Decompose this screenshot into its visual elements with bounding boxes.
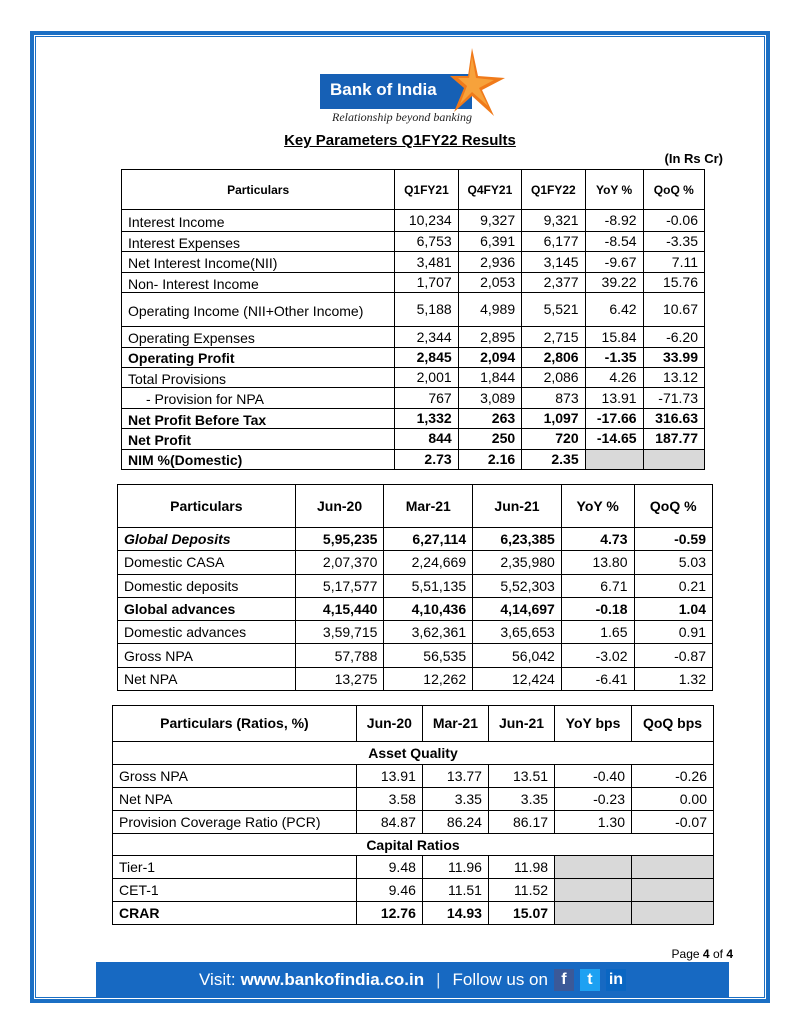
table-row — [122, 429, 705, 449]
table-cell: 86.17 — [488, 810, 554, 833]
table-cell: 6.42 — [585, 293, 643, 327]
table-cell: -17.66 — [585, 408, 643, 428]
table-cell: 1,844 — [458, 367, 521, 387]
table-cell: 33.99 — [643, 347, 704, 367]
table-cell: 4.26 — [585, 367, 643, 387]
section-heading: Capital Ratios — [113, 833, 714, 856]
table-cell: 12,262 — [384, 667, 473, 690]
row-label: Gross NPA — [113, 764, 357, 787]
linkedin-icon[interactable]: in — [606, 969, 626, 991]
table-row — [122, 272, 705, 292]
row-label: Net NPA — [113, 787, 357, 810]
table-cell: 6,27,114 — [384, 528, 473, 551]
results-table — [121, 169, 705, 470]
table-row — [122, 449, 705, 469]
table-cell: 2,845 — [395, 347, 458, 367]
twitter-icon[interactable]: t — [580, 969, 600, 991]
table-cell: 1.30 — [555, 810, 632, 833]
table-row — [122, 252, 705, 272]
table-cell: 6,391 — [458, 232, 521, 252]
table-cell: 5,51,135 — [384, 574, 473, 597]
bank-logo — [320, 46, 510, 124]
table-cell: 1,332 — [395, 408, 458, 428]
table-cell: 250 — [458, 429, 521, 449]
table-cell: 3,62,361 — [384, 621, 473, 644]
row-label: Domestic CASA — [118, 551, 296, 574]
table-cell: 5.03 — [634, 551, 713, 574]
table-cell: 3,481 — [395, 252, 458, 272]
table-row — [113, 879, 714, 902]
unit-label: (In Rs Cr) — [664, 151, 723, 166]
footer-follow: Follow us on — [452, 970, 548, 989]
table-row — [122, 293, 705, 327]
table-cell: 4,10,436 — [384, 597, 473, 620]
table-cell: 767 — [395, 388, 458, 408]
table-cell: -0.40 — [555, 764, 632, 787]
table-cell: 0.00 — [632, 787, 714, 810]
table-cell: 7.11 — [643, 252, 704, 272]
balance-table — [117, 484, 713, 691]
row-label: NIM %(Domestic) — [122, 449, 395, 469]
column-header: Particulars — [118, 485, 296, 528]
table-cell: 0.21 — [634, 574, 713, 597]
table-cell: -14.65 — [585, 429, 643, 449]
table-cell: 0.91 — [634, 621, 713, 644]
table-cell: 2,895 — [458, 327, 521, 347]
table-cell: 13.91 — [585, 388, 643, 408]
table-cell: 6,23,385 — [473, 528, 562, 551]
table-cell: 1.04 — [634, 597, 713, 620]
logo-name: Bank of India — [330, 80, 437, 99]
empty-cell — [632, 902, 714, 925]
column-header: QoQ % — [643, 170, 704, 210]
star-icon — [450, 46, 510, 116]
column-header: Jun-20 — [295, 485, 384, 528]
table-cell: 15.84 — [585, 327, 643, 347]
table-cell: 11.51 — [422, 879, 488, 902]
row-label: Domestic advances — [118, 621, 296, 644]
table-cell: 1,097 — [522, 408, 585, 428]
page-number: Page 4 of 4 — [671, 947, 733, 961]
row-label: Net NPA — [118, 667, 296, 690]
table-cell: -3.35 — [643, 232, 704, 252]
column-header: QoQ % — [634, 485, 713, 528]
row-label: Interest Expenses — [122, 232, 395, 252]
column-header: Q1FY21 — [395, 170, 458, 210]
table-cell: 11.96 — [422, 856, 488, 879]
table-cell: 2,35,980 — [473, 551, 562, 574]
row-label: Provision Coverage Ratio (PCR) — [113, 810, 357, 833]
column-header: Q4FY21 — [458, 170, 521, 210]
table-cell: -3.02 — [561, 644, 634, 667]
table-cell: 13.51 — [488, 764, 554, 787]
footer-url[interactable]: www.bankofindia.co.in — [240, 970, 425, 989]
table-row — [118, 621, 713, 644]
column-header: Mar-21 — [384, 485, 473, 528]
table-cell: 13.80 — [561, 551, 634, 574]
table-cell — [643, 449, 704, 469]
section-row — [113, 833, 714, 856]
table-cell: -6.41 — [561, 667, 634, 690]
row-label: Operating Expenses — [122, 327, 395, 347]
table-row — [118, 551, 713, 574]
table-row — [122, 232, 705, 252]
table-row — [113, 787, 714, 810]
table-cell: 4,989 — [458, 293, 521, 327]
table-cell: 2,936 — [458, 252, 521, 272]
table-cell: 263 — [458, 408, 521, 428]
table-cell: -0.23 — [555, 787, 632, 810]
empty-cell — [632, 879, 714, 902]
empty-cell — [632, 856, 714, 879]
table-cell: 39.22 — [585, 272, 643, 292]
footer-banner — [96, 962, 729, 998]
table-cell: 2.73 — [395, 449, 458, 469]
table-cell: -0.07 — [632, 810, 714, 833]
table-cell: 6.71 — [561, 574, 634, 597]
table-cell: -0.06 — [643, 210, 704, 232]
table-cell: 56,042 — [473, 644, 562, 667]
table-cell: -0.59 — [634, 528, 713, 551]
table-cell: 11.52 — [488, 879, 554, 902]
row-label: Operating Profit — [122, 347, 395, 367]
table-cell: 9.46 — [356, 879, 422, 902]
column-header: Particulars (Ratios, %) — [113, 706, 357, 742]
row-label: Operating Income (NII+Other Income) — [122, 293, 395, 327]
row-label: CET-1 — [113, 879, 357, 902]
table-cell: 3.35 — [422, 787, 488, 810]
table-cell: 9,321 — [522, 210, 585, 232]
table-cell: -0.18 — [561, 597, 634, 620]
ratios-table — [112, 705, 714, 925]
empty-cell — [555, 856, 632, 879]
table-cell: 1.65 — [561, 621, 634, 644]
column-header: YoY % — [585, 170, 643, 210]
table-cell: 844 — [395, 429, 458, 449]
row-label: Tier-1 — [113, 856, 357, 879]
table-cell: 14.93 — [422, 902, 488, 925]
table-row — [122, 408, 705, 428]
column-header: Jun-21 — [473, 485, 562, 528]
row-label: Total Provisions — [122, 367, 395, 387]
table-cell: 4,14,697 — [473, 597, 562, 620]
table-cell: 2,24,669 — [384, 551, 473, 574]
table-cell: 3.58 — [356, 787, 422, 810]
table-cell: 9,327 — [458, 210, 521, 232]
table-cell: 5,95,235 — [295, 528, 384, 551]
row-label: Net Profit — [122, 429, 395, 449]
column-header: Q1FY22 — [522, 170, 585, 210]
table-cell: 10,234 — [395, 210, 458, 232]
table-cell: 2,377 — [522, 272, 585, 292]
page-title: Key Parameters Q1FY22 Results — [284, 132, 516, 149]
table-cell: 3,145 — [522, 252, 585, 272]
table-row — [118, 644, 713, 667]
table-cell: 5,52,303 — [473, 574, 562, 597]
table-cell: 3,65,653 — [473, 621, 562, 644]
row-label: Domestic deposits — [118, 574, 296, 597]
table-cell: 5,521 — [522, 293, 585, 327]
column-header: YoY % — [561, 485, 634, 528]
section-row — [113, 742, 714, 765]
table-cell: 5,188 — [395, 293, 458, 327]
table-cell: 12.76 — [356, 902, 422, 925]
table-row — [122, 347, 705, 367]
column-header: QoQ bps — [632, 706, 714, 742]
table-cell: 2,715 — [522, 327, 585, 347]
table-row — [118, 528, 713, 551]
column-header: Particulars — [122, 170, 395, 210]
row-label: Non- Interest Income — [122, 272, 395, 292]
column-header: Jun-21 — [488, 706, 554, 742]
table-cell: 6,177 — [522, 232, 585, 252]
table-cell: 720 — [522, 429, 585, 449]
footer-visit: Visit: — [199, 970, 236, 989]
table-row — [118, 667, 713, 690]
table-cell: 13,275 — [295, 667, 384, 690]
row-label: Net Profit Before Tax — [122, 408, 395, 428]
row-label: - Provision for NPA — [122, 388, 395, 408]
table-row — [122, 327, 705, 347]
table-cell: 2.16 — [458, 449, 521, 469]
table-row — [113, 902, 714, 925]
table-cell: 13.91 — [356, 764, 422, 787]
table-cell: 3,59,715 — [295, 621, 384, 644]
table-cell: 15.76 — [643, 272, 704, 292]
table-cell: 84.87 — [356, 810, 422, 833]
table-cell: 12,424 — [473, 667, 562, 690]
table-cell: 2,344 — [395, 327, 458, 347]
table-cell: 4.73 — [561, 528, 634, 551]
facebook-icon[interactable]: f — [554, 969, 574, 991]
table-cell: 2,094 — [458, 347, 521, 367]
table-cell: 15.07 — [488, 902, 554, 925]
table-cell: 2,086 — [522, 367, 585, 387]
table-cell: 13.77 — [422, 764, 488, 787]
table-cell: 2.35 — [522, 449, 585, 469]
table-cell: -0.87 — [634, 644, 713, 667]
table-cell: 3,089 — [458, 388, 521, 408]
section-heading: Asset Quality — [113, 742, 714, 765]
table-cell: 10.67 — [643, 293, 704, 327]
table-cell: 6,753 — [395, 232, 458, 252]
footer-separator: | — [436, 970, 441, 989]
empty-cell — [555, 902, 632, 925]
table-cell: -6.20 — [643, 327, 704, 347]
row-label: CRAR — [113, 902, 357, 925]
table-row — [113, 856, 714, 879]
table-cell: 86.24 — [422, 810, 488, 833]
table-cell: -1.35 — [585, 347, 643, 367]
table-cell: 3.35 — [488, 787, 554, 810]
table-row — [122, 210, 705, 232]
column-header: Jun-20 — [356, 706, 422, 742]
table-cell: 9.48 — [356, 856, 422, 879]
table-cell: -8.92 — [585, 210, 643, 232]
table-cell: 13.12 — [643, 367, 704, 387]
table-cell: 2,001 — [395, 367, 458, 387]
table-cell: -9.67 — [585, 252, 643, 272]
table-cell: 5,17,577 — [295, 574, 384, 597]
table-cell — [585, 449, 643, 469]
empty-cell — [555, 879, 632, 902]
column-header: YoY bps — [555, 706, 632, 742]
table-row — [118, 574, 713, 597]
row-label: Gross NPA — [118, 644, 296, 667]
table-row — [118, 597, 713, 620]
table-cell: 11.98 — [488, 856, 554, 879]
row-label: Global Deposits — [118, 528, 296, 551]
row-label: Global advances — [118, 597, 296, 620]
table-cell: 2,053 — [458, 272, 521, 292]
table-row — [113, 764, 714, 787]
table-cell: -0.26 — [632, 764, 714, 787]
table-row — [113, 810, 714, 833]
row-label: Interest Income — [122, 210, 395, 232]
table-cell: -8.54 — [585, 232, 643, 252]
row-label: Net Interest Income(NII) — [122, 252, 395, 272]
table-cell: -71.73 — [643, 388, 704, 408]
table-cell: 57,788 — [295, 644, 384, 667]
table-cell: 187.77 — [643, 429, 704, 449]
table-cell: 1.32 — [634, 667, 713, 690]
table-row — [122, 388, 705, 408]
table-cell: 4,15,440 — [295, 597, 384, 620]
table-cell: 316.63 — [643, 408, 704, 428]
table-cell: 1,707 — [395, 272, 458, 292]
table-row — [122, 367, 705, 387]
table-cell: 56,535 — [384, 644, 473, 667]
table-cell: 2,07,370 — [295, 551, 384, 574]
logo-tagline: Relationship beyond banking — [332, 110, 472, 124]
table-cell: 2,806 — [522, 347, 585, 367]
column-header: Mar-21 — [422, 706, 488, 742]
table-cell: 873 — [522, 388, 585, 408]
